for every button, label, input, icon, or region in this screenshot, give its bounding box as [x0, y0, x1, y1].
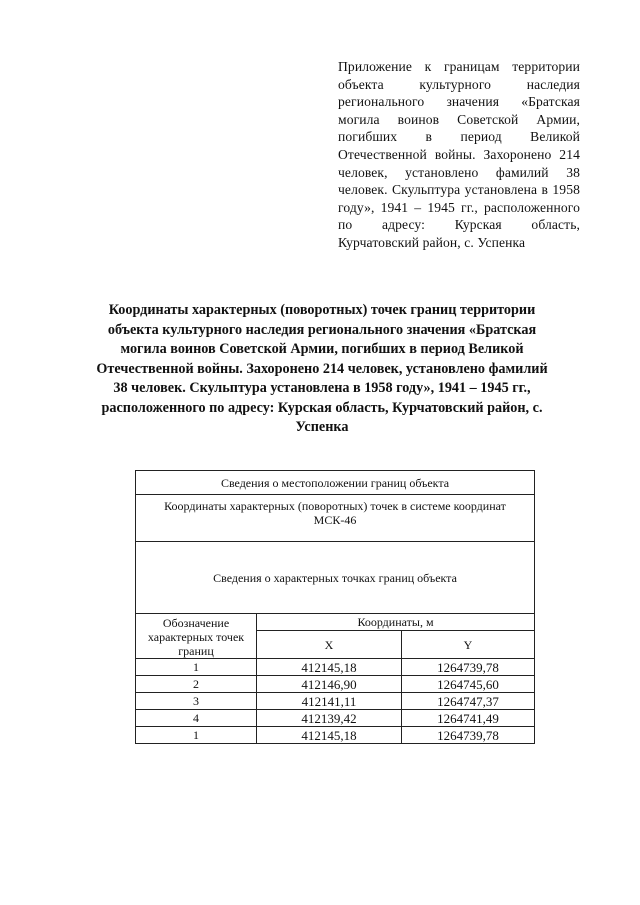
- table-header-row: [136, 614, 535, 631]
- table-row: [136, 676, 535, 693]
- section-location-header: Сведения о местоположении границ объекта: [136, 471, 535, 495]
- section-coordinate-system-header: Координаты характерных (поворотных) точек в системе координат МСК-46: [136, 495, 535, 542]
- point-cell: 3: [136, 693, 257, 710]
- column-header-y: Y: [402, 631, 535, 659]
- table-section-row: [136, 495, 535, 542]
- point-cell: 2: [136, 676, 257, 693]
- y-cell: 1264747,37: [402, 693, 535, 710]
- x-cell: 412145,18: [257, 727, 402, 744]
- x-cell: 412139,42: [257, 710, 402, 727]
- appendix-note: Приложение к границам территории объекта культурного наследия регионального значения «Братская могила воинов Советской Армии, погибших в период Великой Отечественной войны. Захоронено 214 человек, установлено фамилий 38 человек. Скульптура установлена в 1958 году», 1941 – 1945 гг., расположенного по адресу: Курская область, Курчатовский район, с. Успенка: [338, 59, 580, 250]
- document-title: Координаты характерных (поворотных) точек границ территории объекта культурного наследия регионального значения «Братская могила воинов Советской Армии, погибших в период Великой Отечественной войны. Захоронено 214 человек, установлено фамилий 38 человек. Скульптура установлена в 1958 году», 1941 – 1945 гг., расположенного по адресу: Курская область, Курчатовский район, с. Успенка: [96, 302, 548, 435]
- column-header-point: Обозначение характерных точек границ: [136, 614, 257, 659]
- y-cell: 1264739,78: [402, 659, 535, 676]
- point-cell: 1: [136, 727, 257, 744]
- table-row: [136, 727, 535, 744]
- table-row: [136, 659, 535, 676]
- section-points-header: Сведения о характерных точках границ объекта: [136, 542, 535, 614]
- column-header-coordinates: Координаты, м: [257, 614, 535, 631]
- point-cell: 1: [136, 659, 257, 676]
- coordinates-table: [135, 470, 535, 744]
- table-section-row: [136, 471, 535, 495]
- x-cell: 412145,18: [257, 659, 402, 676]
- column-header-x: X: [257, 631, 402, 659]
- x-cell: 412141,11: [257, 693, 402, 710]
- y-cell: 1264741,49: [402, 710, 535, 727]
- table-row: [136, 693, 535, 710]
- point-cell: 4: [136, 710, 257, 727]
- x-cell: 412146,90: [257, 676, 402, 693]
- y-cell: 1264739,78: [402, 727, 535, 744]
- y-cell: 1264745,60: [402, 676, 535, 693]
- table-section-row: [136, 542, 535, 614]
- table-row: [136, 710, 535, 727]
